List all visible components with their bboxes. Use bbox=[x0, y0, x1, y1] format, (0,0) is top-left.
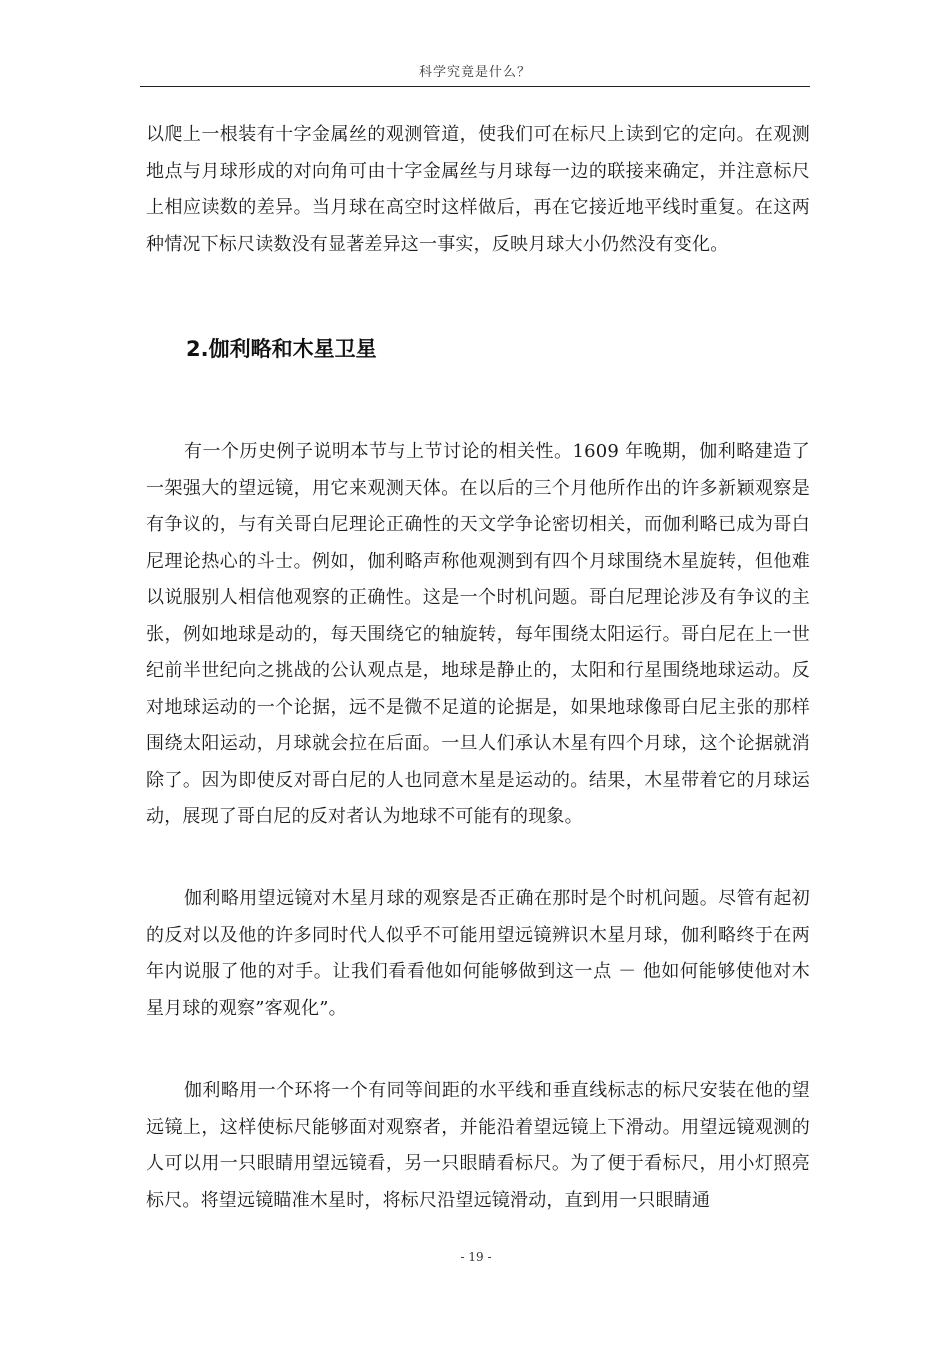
paragraph-observation-timing: 伽利略用望远镜对木星月球的观察是否正确在那时是个时机问题。尽管有起初的反对以及他的许多同时代人似乎不可能用望远镜辨识木星月球，伽利略终于在两年内说服了他的对手。让我们看看他如何能够做到这一点 － 他如何能够使他对木星月球的观察”客观化”。 bbox=[146, 888, 810, 1019]
running-header: 科学究竟是什么？ bbox=[418, 65, 531, 80]
paragraph-continued: 以爬上一根装有十字金属丝的观测管道，使我们可在标尺上读到它的定向。在观测地点与月球形成的对向角可由十字金属丝与月球每一边的联接来确定，并注意标尺上相应读数的差异。当月球在高空时这样做后，再在它接近地平线时重复。在这两种情况下标尺读数没有显著差异这一事实，反映月球大小仍然没有变化。 bbox=[146, 124, 810, 255]
paragraph-telescope-scale: 伽利略用一个环将一个有同等间距的水平线和垂直线标志的标尺安装在他的望远镜上，这样使标尺能够面对观察者，并能沿着望远镜上下滑动。用望远镜观测的人可以用一只眼睛用望远镜看，另一只眼睛看标尺。为了便于看标尺，用小灯照亮标尺。将望远镜瞄准木星时，将标尺沿望远镜滑动，直到用一只眼睛通 bbox=[146, 1080, 810, 1211]
section-heading: 2.伽利略和木星卫星 bbox=[186, 337, 377, 361]
paragraph-galileo-history: 有一个历史例子说明本节与上节讨论的相关性。1609 年晚期，伽利略建造了一架强大的望远镜，用它来观测天体。在以后的三个月他所作出的许多新颖观察是有争议的，与有关哥白尼理论正确性的天文学争论密切相关，而伽利略已成为哥白尼理论热心的斗士。例如，伽利略声称他观测到有四个月球围绕木星旋转，但他难以说服别人相信他观察的正确性。这是一个时机问题。哥白尼理论涉及有争议的主张，例如地球是动的，每天围绕它的轴旋转，每年围绕太阳运行。哥白尼在上一世纪前半世纪向之挑战的公认观点是，地球是静止的，太阳和行星围绕地球运动。反对地球运动的一个论据，远不是微不足道的论据是，如果地球像哥白尼主张的那样围绕太阳运动，月球就会拉在后面。一旦人们承认木星有四个月球，这个论据就消除了。因为即使反对哥白尼的人也同意木星是运动的。结果，木星带着它的月球运动，展现了哥白尼的反对者认为地球不可能有的现象。 bbox=[146, 441, 810, 827]
page-number: - 19 - bbox=[460, 1250, 492, 1264]
header-divider bbox=[140, 86, 810, 87]
